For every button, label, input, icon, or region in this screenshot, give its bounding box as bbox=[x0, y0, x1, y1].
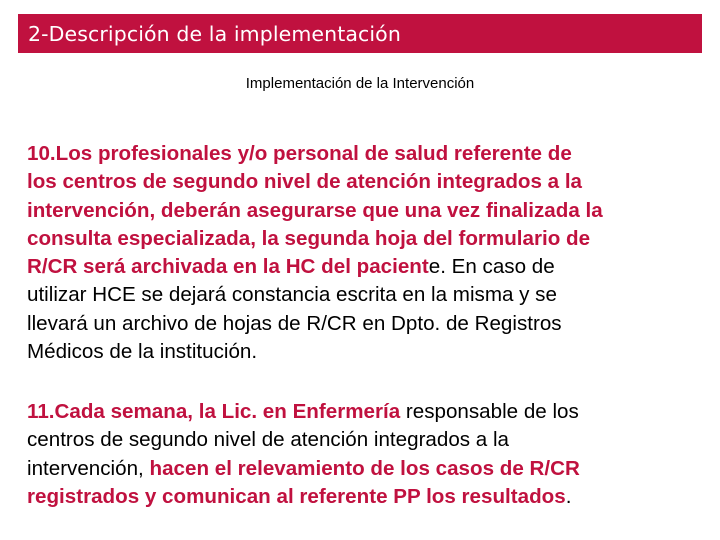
highlighted-text: 10.Los profesionales y/o personal de salud referente de bbox=[27, 142, 572, 165]
text-line bbox=[27, 281, 717, 309]
text-line bbox=[27, 455, 717, 483]
body-text: responsable de los bbox=[400, 400, 579, 423]
text-line bbox=[27, 398, 717, 426]
title-banner bbox=[18, 14, 702, 53]
body-text: intervención, bbox=[27, 456, 150, 480]
text-line bbox=[27, 168, 717, 196]
highlighted-text: R/CR será archivada en la HC del pacient bbox=[27, 255, 429, 279]
body-text: utilizar HCE se dejará constancia escrita en la misma y se bbox=[27, 283, 557, 307]
highlighted-text: los centros de segundo nivel de atención integrados a la bbox=[27, 170, 583, 194]
body-text: . bbox=[565, 484, 572, 508]
text-line bbox=[27, 426, 717, 454]
text-line bbox=[27, 140, 717, 168]
body-text: Médicos de la institución. bbox=[27, 340, 258, 364]
highlighted-text: intervención, deberán asegurarse que una vez finalizada la bbox=[27, 198, 603, 222]
text-line bbox=[27, 197, 717, 225]
text-line bbox=[27, 253, 717, 281]
highlighted-text: consulta especializada, la segunda hoja del formulario de bbox=[27, 226, 591, 250]
item-11-paragraph bbox=[27, 398, 717, 511]
text-line bbox=[27, 338, 717, 366]
text-line bbox=[27, 310, 717, 338]
slide-title: 2-Descripción de la implementación bbox=[28, 21, 401, 46]
body-text: centros de segundo nivel de atención integrados a la bbox=[27, 428, 510, 452]
body-text: llevará un archivo de hojas de R/CR en Dpto. de Registros bbox=[27, 311, 562, 335]
text-line bbox=[27, 483, 717, 511]
item-10-paragraph bbox=[27, 140, 717, 366]
slide-subtitle: Implementación de la Intervención bbox=[245, 75, 475, 92]
highlighted-text: registrados y comunican al referente PP los resultados bbox=[27, 484, 566, 508]
text-line bbox=[27, 225, 717, 253]
body-text: e. En caso de bbox=[428, 255, 555, 279]
highlighted-text: hacen el relevamiento de los casos de R/CR bbox=[149, 456, 580, 480]
highlighted-text: 11.Cada semana, la Lic. en Enfermería bbox=[27, 400, 401, 423]
